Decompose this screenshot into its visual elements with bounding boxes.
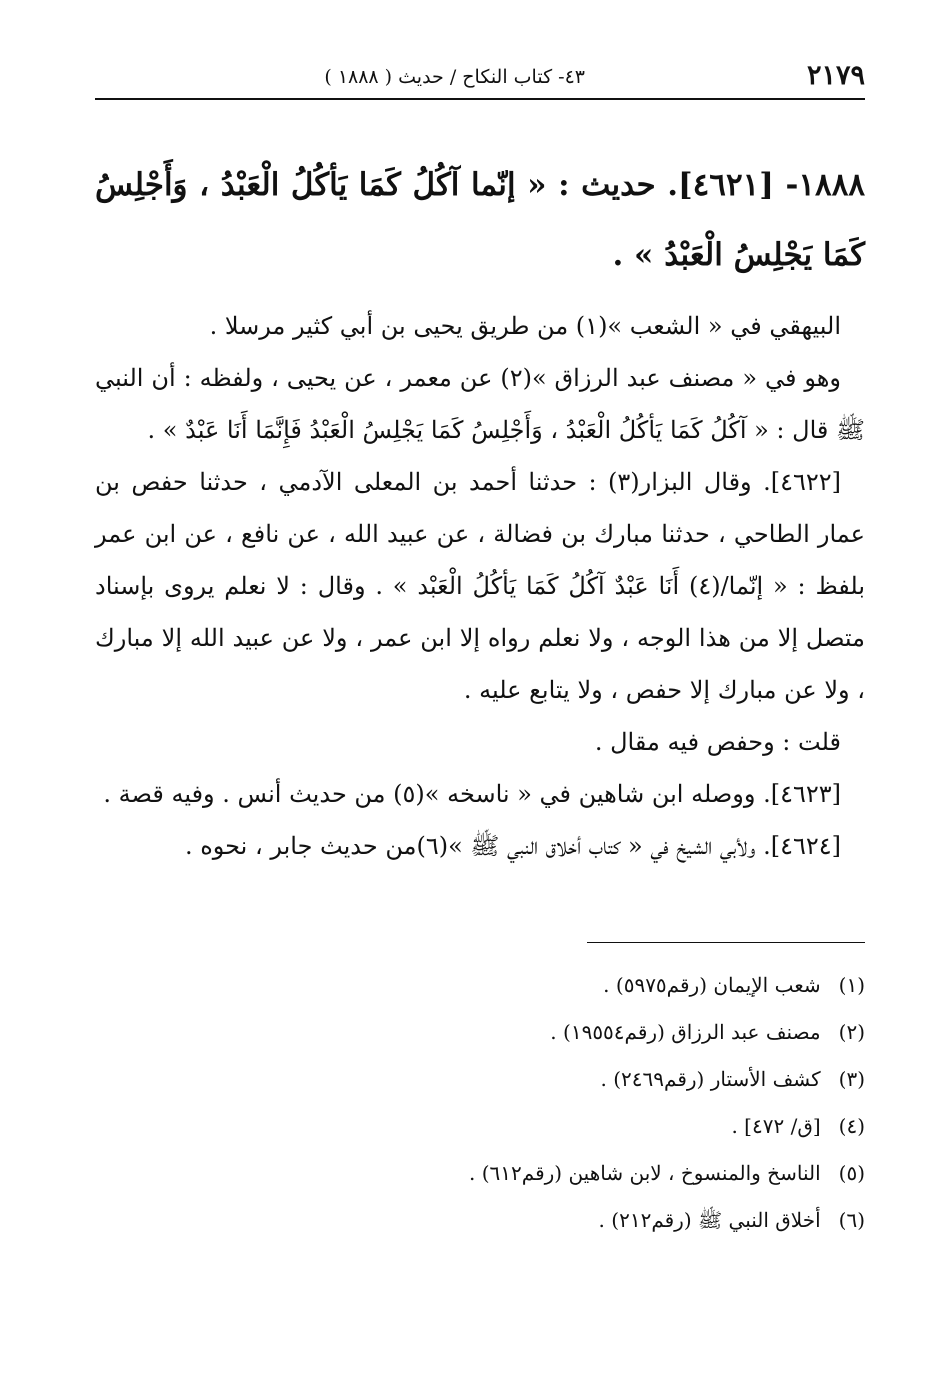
footnote-text: مصنف عبد الرزاق (رقم١٩٥٥٤) . <box>550 1020 821 1044</box>
paragraph: قلت : وحفص فيه مقال . <box>594 728 841 756</box>
footnote-number: (٦) <box>838 1208 865 1232</box>
footnote <box>95 962 865 1009</box>
paragraph: [٤٦٢٤]. ولأبي الشيخ في « كتاب أخلاق النبي ﷺ »(٦)من حديث جابر ، نحوه . <box>184 832 841 860</box>
main-text <box>95 150 865 872</box>
paragraph: [٤٦٢٣]. ووصله ابن شاهين في « ناسخه »(٥) من حديث أنس . وفيه قصة . <box>103 780 841 808</box>
running-header <box>95 58 865 98</box>
footnote <box>95 1056 865 1103</box>
footnote-text: الناسخ والمنسوخ ، لابن شاهين (رقم٦١٢) . <box>469 1161 821 1185</box>
footnote-number: (٥) <box>838 1161 865 1185</box>
footnote <box>95 1009 865 1056</box>
footnote-text: كشف الأستار (رقم٢٤٦٩) . <box>600 1067 821 1091</box>
footnote-number: (١) <box>838 973 865 997</box>
paragraph: البيهقي في « الشعب »(١) من طريق يحيى بن أبي كثير مرسلا . <box>209 312 841 340</box>
footnote-separator <box>587 942 865 943</box>
footnote <box>95 1150 865 1197</box>
paragraph: [٤٦٢٢]. وقال البزار(٣) : حدثنا أحمد بن المعلى الآدمي ، حدثنا حفص بن عمار الطاحي ، حدثنا مبارك بن فضالة ، عن عبيد الله ، عن نافع ، عن ابن عمر بلفظ : « إنّما/(٤) أَنَا عَبْدٌ آكُلُ كَمَا يَأكُلُ الْعَبْد » . وقال : لا نعلم يروى بإسناد متصل إلا من هذا الوجه ، ولا نعلم رواه إلا ابن عمر ، ولا عن عبيد الله إلا مبارك ، ولا عن مبارك إلا حفص ، ولا يتابع عليه . <box>95 468 866 704</box>
footnote-text: [ق/ ٤٧٢] . <box>731 1114 821 1138</box>
footnote <box>95 1103 865 1150</box>
footnote-text: شعب الإيمان (رقم٥٩٧٥) . <box>603 973 821 997</box>
header-rule <box>95 98 865 100</box>
footnote-text: أخلاق النبي ﷺ (رقم٢١٢) . <box>598 1208 821 1232</box>
footnote-number: (٢) <box>838 1020 865 1044</box>
running-title: ٤٣- كتاب النكاح / حديث ( ١٨٨٨ ) <box>324 66 585 88</box>
footnote-number: (٣) <box>838 1067 865 1091</box>
footnote-number: (٤) <box>838 1114 865 1138</box>
paragraph: وهو في « مصنف عبد الرزاق »(٢) عن معمر ، عن يحيى ، ولفظه : أن النبي ﷺ قال : « آكُلُ كَمَا يَأكُلُ الْعَبْدُ ، وَأَجْلِسُ كَمَا يَجْلِسُ الْعَبْدُ فَإِنَّمَا أَنَا عَبْدٌ » . <box>95 364 865 444</box>
footnotes <box>95 962 865 1244</box>
footnote <box>95 1197 865 1244</box>
page-number: ٢١٧٩ <box>806 60 865 91</box>
hadith-heading: ١٨٨٨- [٤٦٢١]. حديث : « إنّما آكُلُ كَمَا يَأكُلُ الْعَبْدُ ، وَأَجْلِسُ كَمَا يَجْلِسُ الْعَبْدُ » . <box>95 167 865 273</box>
